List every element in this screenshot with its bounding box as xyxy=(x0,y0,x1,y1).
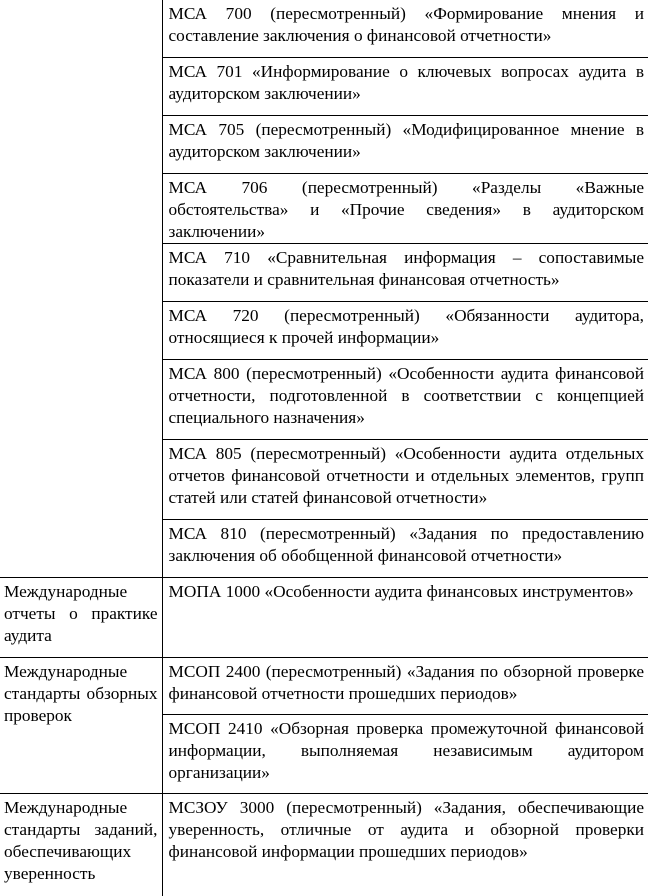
standard-cell-isa-720: МСА 720 (пересмотренный) «Обязанности аудитора, относящиеся к прочей информации» xyxy=(162,301,648,359)
standard-cell-isa-710: МСА 710 «Сравнительная информация – сопоставимые показатели и сравнительная финансовая отчетность» xyxy=(162,243,648,301)
standard-cell-isa-805: МСА 805 (пересмотренный) «Особенности аудита отдельных отчетов финансовой отчетности и отдельных элементов, групп статей или статей финансовой отчетности» xyxy=(162,439,648,519)
table-row xyxy=(0,577,648,657)
standard-cell-isae-3000: МСЗОУ 3000 (пересмотренный) «Задания, обеспечивающие уверенность, отличные от аудита и обзорной проверки финансовой информации прошедших периодов» xyxy=(162,793,648,896)
category-label: Международные стандарты заданий, обеспечивающих уверенность xyxy=(4,797,158,883)
standard-cell-isa-700: МСА 700 (пересмотренный) «Формирование мнения и составление заключения о финансовой отчетности» xyxy=(162,0,648,57)
category-cell-assurance-standards xyxy=(0,793,162,896)
standard-cell-isre-2400: МСОП 2400 (пересмотренный) «Задания по обзорной проверке финансовой отчетности прошедших периодов» xyxy=(162,657,648,714)
category-cell-review-standards xyxy=(0,657,162,793)
standard-cell-isa-701: МСА 701 «Информирование о ключевых вопросах аудита в аудиторском заключении» xyxy=(162,57,648,115)
category-cell-auditor-reports xyxy=(0,0,162,577)
category-cell-practice-notes xyxy=(0,577,162,657)
table-row xyxy=(0,793,648,896)
standard-cell-iapn-1000: МОПА 1000 «Особенности аудита финансовых инструментов» xyxy=(162,577,648,657)
table-row xyxy=(0,657,648,714)
category-label: Международные стандарты обзорных проверок xyxy=(4,661,158,725)
standard-cell-isa-705: МСА 705 (пересмотренный) «Модифицированное мнение в аудиторском заключении» xyxy=(162,115,648,173)
standard-cell-isre-2410: МСОП 2410 «Обзорная проверка промежуточной финансовой информации, выполняемая независимым аудитором организации» xyxy=(162,714,648,793)
table-row xyxy=(0,0,648,57)
standard-cell-isa-706: МСА 706 (пересмотренный) «Разделы «Важные обстоятельства» и «Прочие сведения» в аудиторском заключении» xyxy=(162,173,648,243)
standard-cell-isa-810: МСА 810 (пересмотренный) «Задания по предоставлению заключения об обобщенной финансовой отчетности» xyxy=(162,519,648,577)
standard-cell-isa-800: МСА 800 (пересмотренный) «Особенности аудита финансовой отчетности, подготовленной в соответствии с концепцией специального назначения» xyxy=(162,359,648,439)
category-label: Международные отчеты о практике аудита xyxy=(4,581,158,645)
